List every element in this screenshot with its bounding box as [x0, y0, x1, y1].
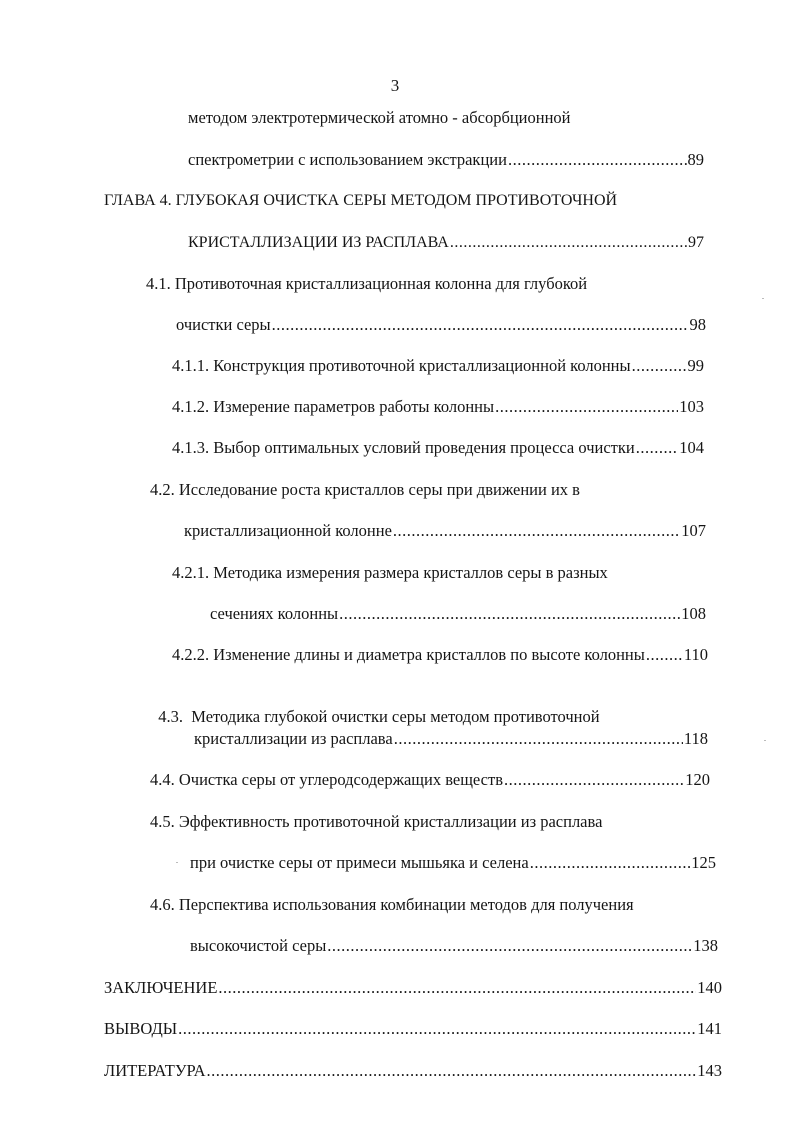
toc-entry	[172, 645, 708, 665]
toc-entry	[104, 1061, 722, 1081]
scan-speck	[764, 740, 766, 741]
toc-text: ЛИТЕРАТУРА	[104, 1061, 206, 1080]
toc-text: 4.6. Перспектива использования комбинации методов для получения	[150, 895, 634, 914]
leader-dots	[218, 978, 696, 998]
toc-page: 98	[689, 315, 706, 334]
toc-page: 138	[693, 936, 718, 955]
toc-text: 4.5. Эффективность противоточной кристаллизации из расплава	[150, 812, 603, 831]
leader-dots	[394, 729, 683, 749]
toc-text: кристаллизационной колонне	[184, 521, 392, 540]
toc-entry	[176, 315, 706, 335]
toc-entry	[190, 936, 718, 956]
leader-dots	[272, 315, 689, 335]
page-number: 3	[390, 76, 400, 95]
toc-text: 4.2. Исследование роста кристаллов серы при движении их в	[150, 480, 580, 499]
toc-page: 110	[683, 645, 708, 664]
toc-text: 4.1.3. Выбор оптимальных условий проведения процесса очистки	[172, 438, 635, 457]
leader-dots	[450, 233, 687, 253]
scan-speck	[762, 298, 764, 299]
toc-text: ЗАКЛЮЧЕНИЕ	[104, 978, 218, 997]
toc-text: ГЛАВА 4. ГЛУБОКАЯ ОЧИСТКА СЕРЫ МЕТОДОМ ПРОТИВОТОЧНОЙ	[104, 192, 618, 209]
toc-text: 4.2.2. Изменение длины и диаметра кристаллов по высоте колонны	[172, 645, 645, 664]
toc-entry	[194, 729, 708, 749]
leader-dots	[495, 397, 678, 417]
toc-text: методом электротермической атомно - абсорбционной	[188, 108, 571, 127]
toc-entry	[172, 438, 704, 458]
leader-dots	[207, 1061, 697, 1081]
toc-text: 4.1. Противоточная кристаллизационная колонна для глубокой	[146, 274, 588, 293]
toc-page: 140	[697, 978, 722, 997]
leader-dots	[339, 604, 680, 624]
toc-entry	[104, 1019, 722, 1039]
toc-text: при очистке серы от примеси мышьяка и селена	[190, 853, 529, 872]
leader-dots	[508, 150, 687, 170]
leader-dots	[646, 645, 683, 665]
leader-dots	[178, 1019, 696, 1039]
leader-dots	[393, 521, 680, 541]
toc-entry	[104, 978, 722, 998]
toc-text: сечениях колонны	[210, 604, 339, 623]
toc-text: 4.1.2. Измерение параметров работы колонны	[172, 397, 495, 416]
toc-text: спектрометрии с использованием экстракции	[188, 150, 507, 169]
leader-dots	[530, 853, 691, 873]
leader-dots	[632, 356, 687, 376]
toc-entry	[172, 356, 704, 376]
toc-entry	[210, 604, 706, 624]
toc-page: 125	[691, 853, 716, 872]
toc-page: 107	[681, 521, 706, 540]
toc-line	[150, 687, 600, 727]
leader-dots	[636, 438, 679, 458]
toc-text: высокочистой серы	[190, 936, 327, 955]
toc-line	[150, 480, 580, 500]
toc-text: КРИСТАЛЛИЗАЦИИ ИЗ РАСПЛАВА	[188, 234, 449, 251]
leader-dots	[327, 936, 692, 956]
toc-text: 4.3. Методика глубокой очистки серы методом противоточной	[158, 707, 600, 726]
toc-text: 4.2.1. Методика измерения размера кристаллов серы в разных	[172, 563, 608, 582]
toc-page: 103	[679, 397, 704, 416]
toc-page: 97	[688, 234, 704, 251]
toc-line	[150, 895, 634, 915]
leader-dots	[504, 770, 684, 790]
toc-line	[146, 274, 587, 294]
toc-page: 104	[679, 438, 704, 457]
toc-page: 118	[683, 729, 708, 748]
toc-text: очистки серы	[176, 315, 271, 334]
toc-text: ВЫВОДЫ	[104, 1019, 178, 1038]
chapter-heading	[104, 191, 617, 211]
toc-entry	[188, 233, 704, 253]
toc-page: 89	[687, 150, 704, 169]
toc-line	[172, 563, 608, 583]
toc-text: 4.4. Очистка серы от углеродсодержащих веществ	[150, 770, 503, 789]
toc-entry	[184, 521, 706, 541]
toc-entry	[190, 853, 716, 873]
toc-entry	[150, 770, 710, 790]
toc-entry	[188, 150, 704, 170]
toc-line	[188, 108, 571, 128]
toc-page: 120	[685, 770, 710, 789]
toc-page: 143	[697, 1061, 722, 1080]
toc-page: 99	[687, 356, 704, 375]
toc-page: 141	[697, 1019, 722, 1038]
toc-text: кристаллизации из расплава	[194, 729, 393, 748]
toc-entry	[172, 397, 704, 417]
toc-page: 108	[681, 604, 706, 623]
toc-line	[150, 812, 602, 832]
toc-text: 4.1.1. Конструкция противоточной кристаллизационной колонны	[172, 356, 631, 375]
scan-speck	[176, 862, 178, 863]
